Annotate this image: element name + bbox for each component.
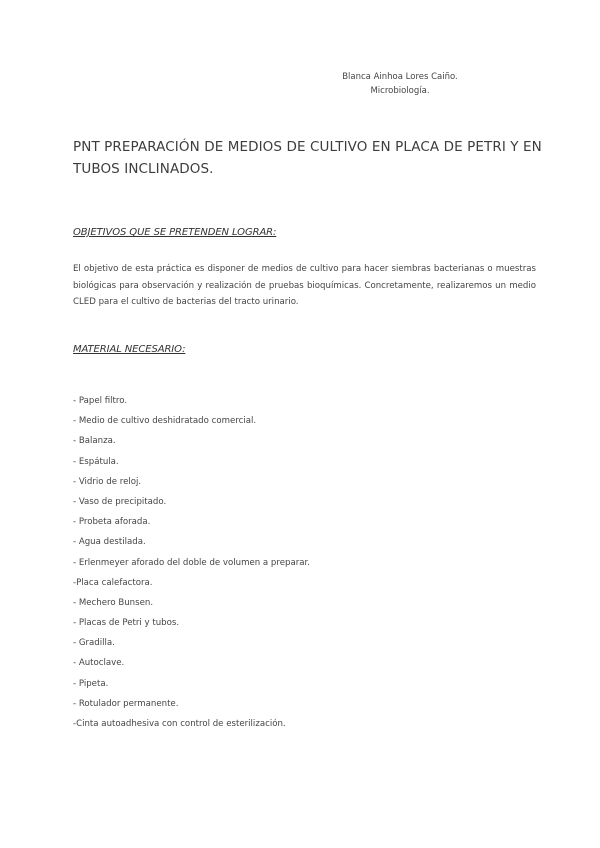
subject-name: Microbiología. [370, 86, 430, 96]
author-name: Blanca Ainhoa Lores Caiño. [342, 72, 458, 82]
list-item: - Agua destilada. [73, 537, 146, 548]
objectives-paragraph: El objetivo de esta práctica es disponer de medios de cultivo para hacer siembras bacterianas o muestras biológicas para observación y realización de pruebas bioquímicas. Concretamente, realizaremos un medio CLED para el cultivo de bacterias del tracto urinario. [73, 264, 536, 307]
list-item: - Vaso de precipitado. [73, 496, 167, 507]
list-item: - Papel filtro. [73, 396, 128, 406]
list-item: - Probeta aforada. [73, 517, 151, 528]
list-item: - Placas de Petri y tubos. [73, 618, 180, 629]
list-item: - Mechero Bunsen. [73, 597, 154, 608]
document-title: PNT PREPARACIÓN DE MEDIOS DE CULTIVO EN PLACA DE PETRI Y EN TUBOS INCLINADOS. [73, 139, 542, 177]
list-item: - Pipeta. [73, 678, 109, 689]
list-item: - Gradilla. [73, 638, 115, 649]
list-item: - Espátula. [73, 456, 119, 467]
list-item: - Erlenmeyer aforado del doble de volumen a preparar. [73, 557, 311, 568]
list-item: -Cinta autoadhesiva con control de esterilización. [73, 719, 286, 729]
author-block [300, 70, 500, 98]
list-item: - Medio de cultivo deshidratado comercial. [73, 416, 257, 427]
list-item: - Vidrio de reloj. [73, 476, 142, 487]
materials-heading: MATERIAL NECESARIO: [73, 344, 186, 355]
objectives-heading: OBJETIVOS QUE SE PRETENDEN LOGRAR: [73, 227, 277, 238]
list-item: - Rotulador permanente. [73, 698, 179, 709]
list-item: - Balanza. [73, 436, 116, 447]
list-item: -Placa calefactora. [73, 577, 153, 588]
materials-list [73, 394, 310, 737]
list-item: - Autoclave. [73, 658, 125, 669]
